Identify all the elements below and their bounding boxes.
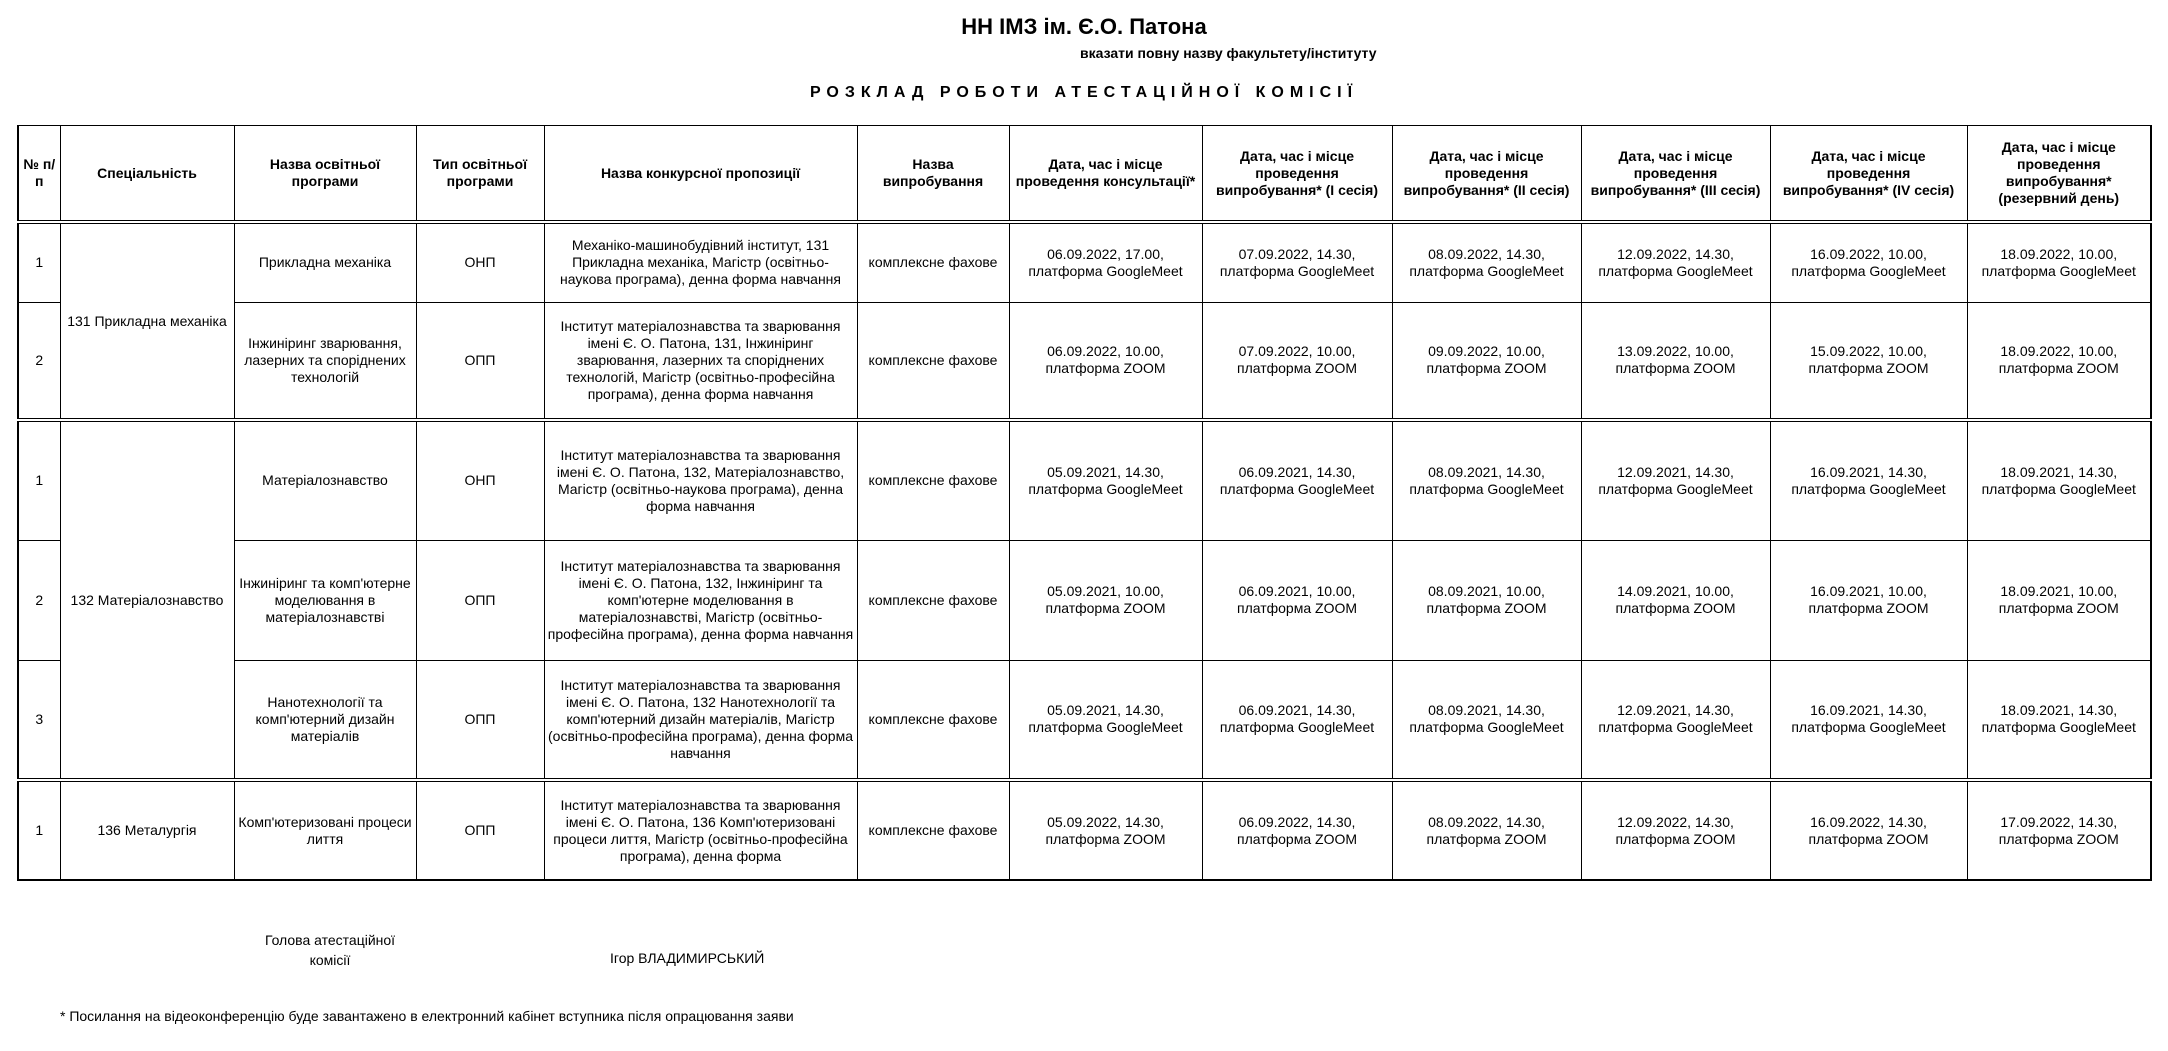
session-3-cell: 12.09.2022, 14.30, платформа ZOOM	[1581, 780, 1770, 880]
session-3-cell: 14.09.2021, 10.00, платформа ZOOM	[1581, 540, 1770, 660]
offer-cell: Інститут матеріалознавства та зварювання імені Є. О. Патона, 136 Комп'ютеризовані процеси лиття, Магістр (освітньо-професійна програма), денна форма	[544, 780, 857, 880]
consultation-cell: 05.09.2021, 10.00, платформа ZOOM	[1009, 540, 1202, 660]
header-session-1: Дата, час і місце проведення випробування* (І сесія)	[1202, 126, 1392, 223]
session-3-cell: 12.09.2021, 14.30, платформа GoogleMeet	[1581, 660, 1770, 780]
header-num: № п/п	[18, 126, 60, 223]
session-2-cell: 08.09.2022, 14.30, платформа GoogleMeet	[1392, 222, 1581, 302]
session-4-cell: 15.09.2022, 10.00, платформа ZOOM	[1770, 302, 1967, 420]
program-type-cell: ОПП	[416, 780, 544, 880]
program-cell: Матеріалознавство	[234, 420, 416, 540]
session-4-cell: 16.09.2022, 10.00, платформа GoogleMeet	[1770, 222, 1967, 302]
session-1-cell: 06.09.2022, 14.30, платформа ZOOM	[1202, 780, 1392, 880]
session-1-cell: 07.09.2022, 10.00, платформа ZOOM	[1202, 302, 1392, 420]
row-number: 2	[18, 302, 60, 420]
session-2-cell: 08.09.2022, 14.30, платформа ZOOM	[1392, 780, 1581, 880]
table-row	[18, 302, 2151, 420]
program-cell: Інжиніринг та комп'ютерне моделювання в матеріалознавстві	[234, 540, 416, 660]
offer-cell: Інститут матеріалознавства та зварювання імені Є. О. Патона, 132, Інжиніринг та комп'ютерне моделювання в матеріалознавстві, Магістр (освітньо-професійна програма), денна форма навчання	[544, 540, 857, 660]
schedule-table	[17, 125, 2152, 881]
program-type-cell: ОНП	[416, 222, 544, 302]
exam-cell: комплексне фахове	[857, 780, 1009, 880]
table-row	[18, 540, 2151, 660]
reserve-day-cell: 18.09.2021, 14.30, платформа GoogleMeet	[1967, 660, 2151, 780]
header-program: Назва освітньої програми	[234, 126, 416, 223]
table-header-row	[18, 126, 2151, 223]
specialty-cell: 131 Прикладна механіка	[60, 222, 234, 420]
header-reserve-day: Дата, час і місце проведення випробування* (резервний день)	[1967, 126, 2151, 223]
header-specialty: Спеціальність	[60, 126, 234, 223]
header-offer: Назва конкурсної пропозиції	[544, 126, 857, 223]
header-session-2: Дата, час і місце проведення випробування* (ІІ сесія)	[1392, 126, 1581, 223]
row-number: 1	[18, 420, 60, 540]
session-2-cell: 08.09.2021, 14.30, платформа GoogleMeet	[1392, 660, 1581, 780]
row-number: 1	[18, 780, 60, 880]
schedule-heading: РОЗКЛАД РОБОТИ АТЕСТАЦІЙНОЇ КОМІСІЇ	[809, 84, 1359, 101]
consultation-cell: 05.09.2021, 14.30, платформа GoogleMeet	[1009, 420, 1202, 540]
exam-cell: комплексне фахове	[857, 540, 1009, 660]
specialty-cell: 136 Металургія	[60, 780, 234, 880]
faculty-subtitle: вказати повну назву факультету/інституту	[1080, 45, 1377, 61]
table-row	[18, 780, 2151, 880]
institute-title: НН ІМЗ ім. Є.О. Патона	[961, 14, 1207, 39]
row-number: 1	[18, 222, 60, 302]
offer-cell: Інститут матеріалознавства та зварювання імені Є. О. Патона, 132, Матеріалознавство, Магістр (освітньо-наукова програма), денна форма навчання	[544, 420, 857, 540]
header-program-type: Тип освітньої програми	[416, 126, 544, 223]
table-row	[18, 420, 2151, 540]
session-1-cell: 07.09.2022, 14.30, платформа GoogleMeet	[1202, 222, 1392, 302]
session-1-cell: 06.09.2021, 14.30, платформа GoogleMeet	[1202, 660, 1392, 780]
session-3-cell: 13.09.2022, 10.00, платформа ZOOM	[1581, 302, 1770, 420]
session-4-cell: 16.09.2021, 14.30, платформа GoogleMeet	[1770, 660, 1967, 780]
header-exam: Назва випробування	[857, 126, 1009, 223]
session-2-cell: 08.09.2021, 14.30, платформа GoogleMeet	[1392, 420, 1581, 540]
row-number: 3	[18, 660, 60, 780]
program-type-cell: ОПП	[416, 660, 544, 780]
consultation-cell: 06.09.2022, 10.00, платформа ZOOM	[1009, 302, 1202, 420]
specialty-cell: 132 Матеріалознавство	[60, 420, 234, 780]
program-cell: Прикладна механіка	[234, 222, 416, 302]
table-row	[18, 660, 2151, 780]
reserve-day-cell: 17.09.2022, 14.30, платформа ZOOM	[1967, 780, 2151, 880]
table-row	[18, 222, 2151, 302]
exam-cell: комплексне фахове	[857, 420, 1009, 540]
session-2-cell: 09.09.2022, 10.00, платформа ZOOM	[1392, 302, 1581, 420]
consultation-cell: 06.09.2022, 17.00, платформа GoogleMeet	[1009, 222, 1202, 302]
commission-head-role: Голова атестаційної комісії	[264, 932, 396, 968]
program-type-cell: ОПП	[416, 302, 544, 420]
program-type-cell: ОПП	[416, 540, 544, 660]
videoconference-footnote: * Посилання на відеоконференцію буде завантажено в електронний кабінет вступника після опрацювання заяви	[60, 1008, 794, 1024]
exam-cell: комплексне фахове	[857, 222, 1009, 302]
row-number: 2	[18, 540, 60, 660]
reserve-day-cell: 18.09.2022, 10.00, платформа ZOOM	[1967, 302, 2151, 420]
exam-cell: комплексне фахове	[857, 302, 1009, 420]
session-1-cell: 06.09.2021, 10.00, платформа ZOOM	[1202, 540, 1392, 660]
program-cell: Комп'ютеризовані процеси лиття	[234, 780, 416, 880]
consultation-cell: 05.09.2022, 14.30, платформа ZOOM	[1009, 780, 1202, 880]
offer-cell: Механіко-машинобудівний інститут, 131 Прикладна механіка, Магістр (освітньо-наукова програма), денна форма навчання	[544, 222, 857, 302]
reserve-day-cell: 18.09.2021, 10.00, платформа ZOOM	[1967, 540, 2151, 660]
header-session-4: Дата, час і місце проведення випробування* (ІV сесія)	[1770, 126, 1967, 223]
header-consultation: Дата, час і місце проведення консультації*	[1009, 126, 1202, 223]
reserve-day-cell: 18.09.2022, 10.00, платформа GoogleMeet	[1967, 222, 2151, 302]
reserve-day-cell: 18.09.2021, 14.30, платформа GoogleMeet	[1967, 420, 2151, 540]
program-type-cell: ОНП	[416, 420, 544, 540]
session-3-cell: 12.09.2021, 14.30, платформа GoogleMeet	[1581, 420, 1770, 540]
offer-cell: Інститут матеріалознавства та зварювання імені Є. О. Патона, 131, Інжиніринг зварювання, лазерних та споріднених технологій, Магістр (освітньо-професійна програма), денна форма навчання	[544, 302, 857, 420]
session-4-cell: 16.09.2021, 14.30, платформа GoogleMeet	[1770, 420, 1967, 540]
offer-cell: Інститут матеріалознавства та зварювання імені Є. О. Патона, 132 Нанотехнології та комп'ютерний дизайн матеріалів, Магістр (освітньо-професійна програма), денна форма навчання	[544, 660, 857, 780]
program-cell: Нанотехнології та комп'ютерний дизайн матеріалів	[234, 660, 416, 780]
session-2-cell: 08.09.2021, 10.00, платформа ZOOM	[1392, 540, 1581, 660]
header-session-3: Дата, час і місце проведення випробування* (ІІІ сесія)	[1581, 126, 1770, 223]
exam-cell: комплексне фахове	[857, 660, 1009, 780]
program-cell: Інжиніринг зварювання, лазерних та споріднених технологій	[234, 302, 416, 420]
session-1-cell: 06.09.2021, 14.30, платформа GoogleMeet	[1202, 420, 1392, 540]
consultation-cell: 05.09.2021, 14.30, платформа GoogleMeet	[1009, 660, 1202, 780]
session-4-cell: 16.09.2022, 14.30, платформа ZOOM	[1770, 780, 1967, 880]
session-4-cell: 16.09.2021, 10.00, платформа ZOOM	[1770, 540, 1967, 660]
commission-head-name: Ігор ВЛАДИМИРСЬКИЙ	[610, 950, 765, 966]
session-3-cell: 12.09.2022, 14.30, платформа GoogleMeet	[1581, 222, 1770, 302]
